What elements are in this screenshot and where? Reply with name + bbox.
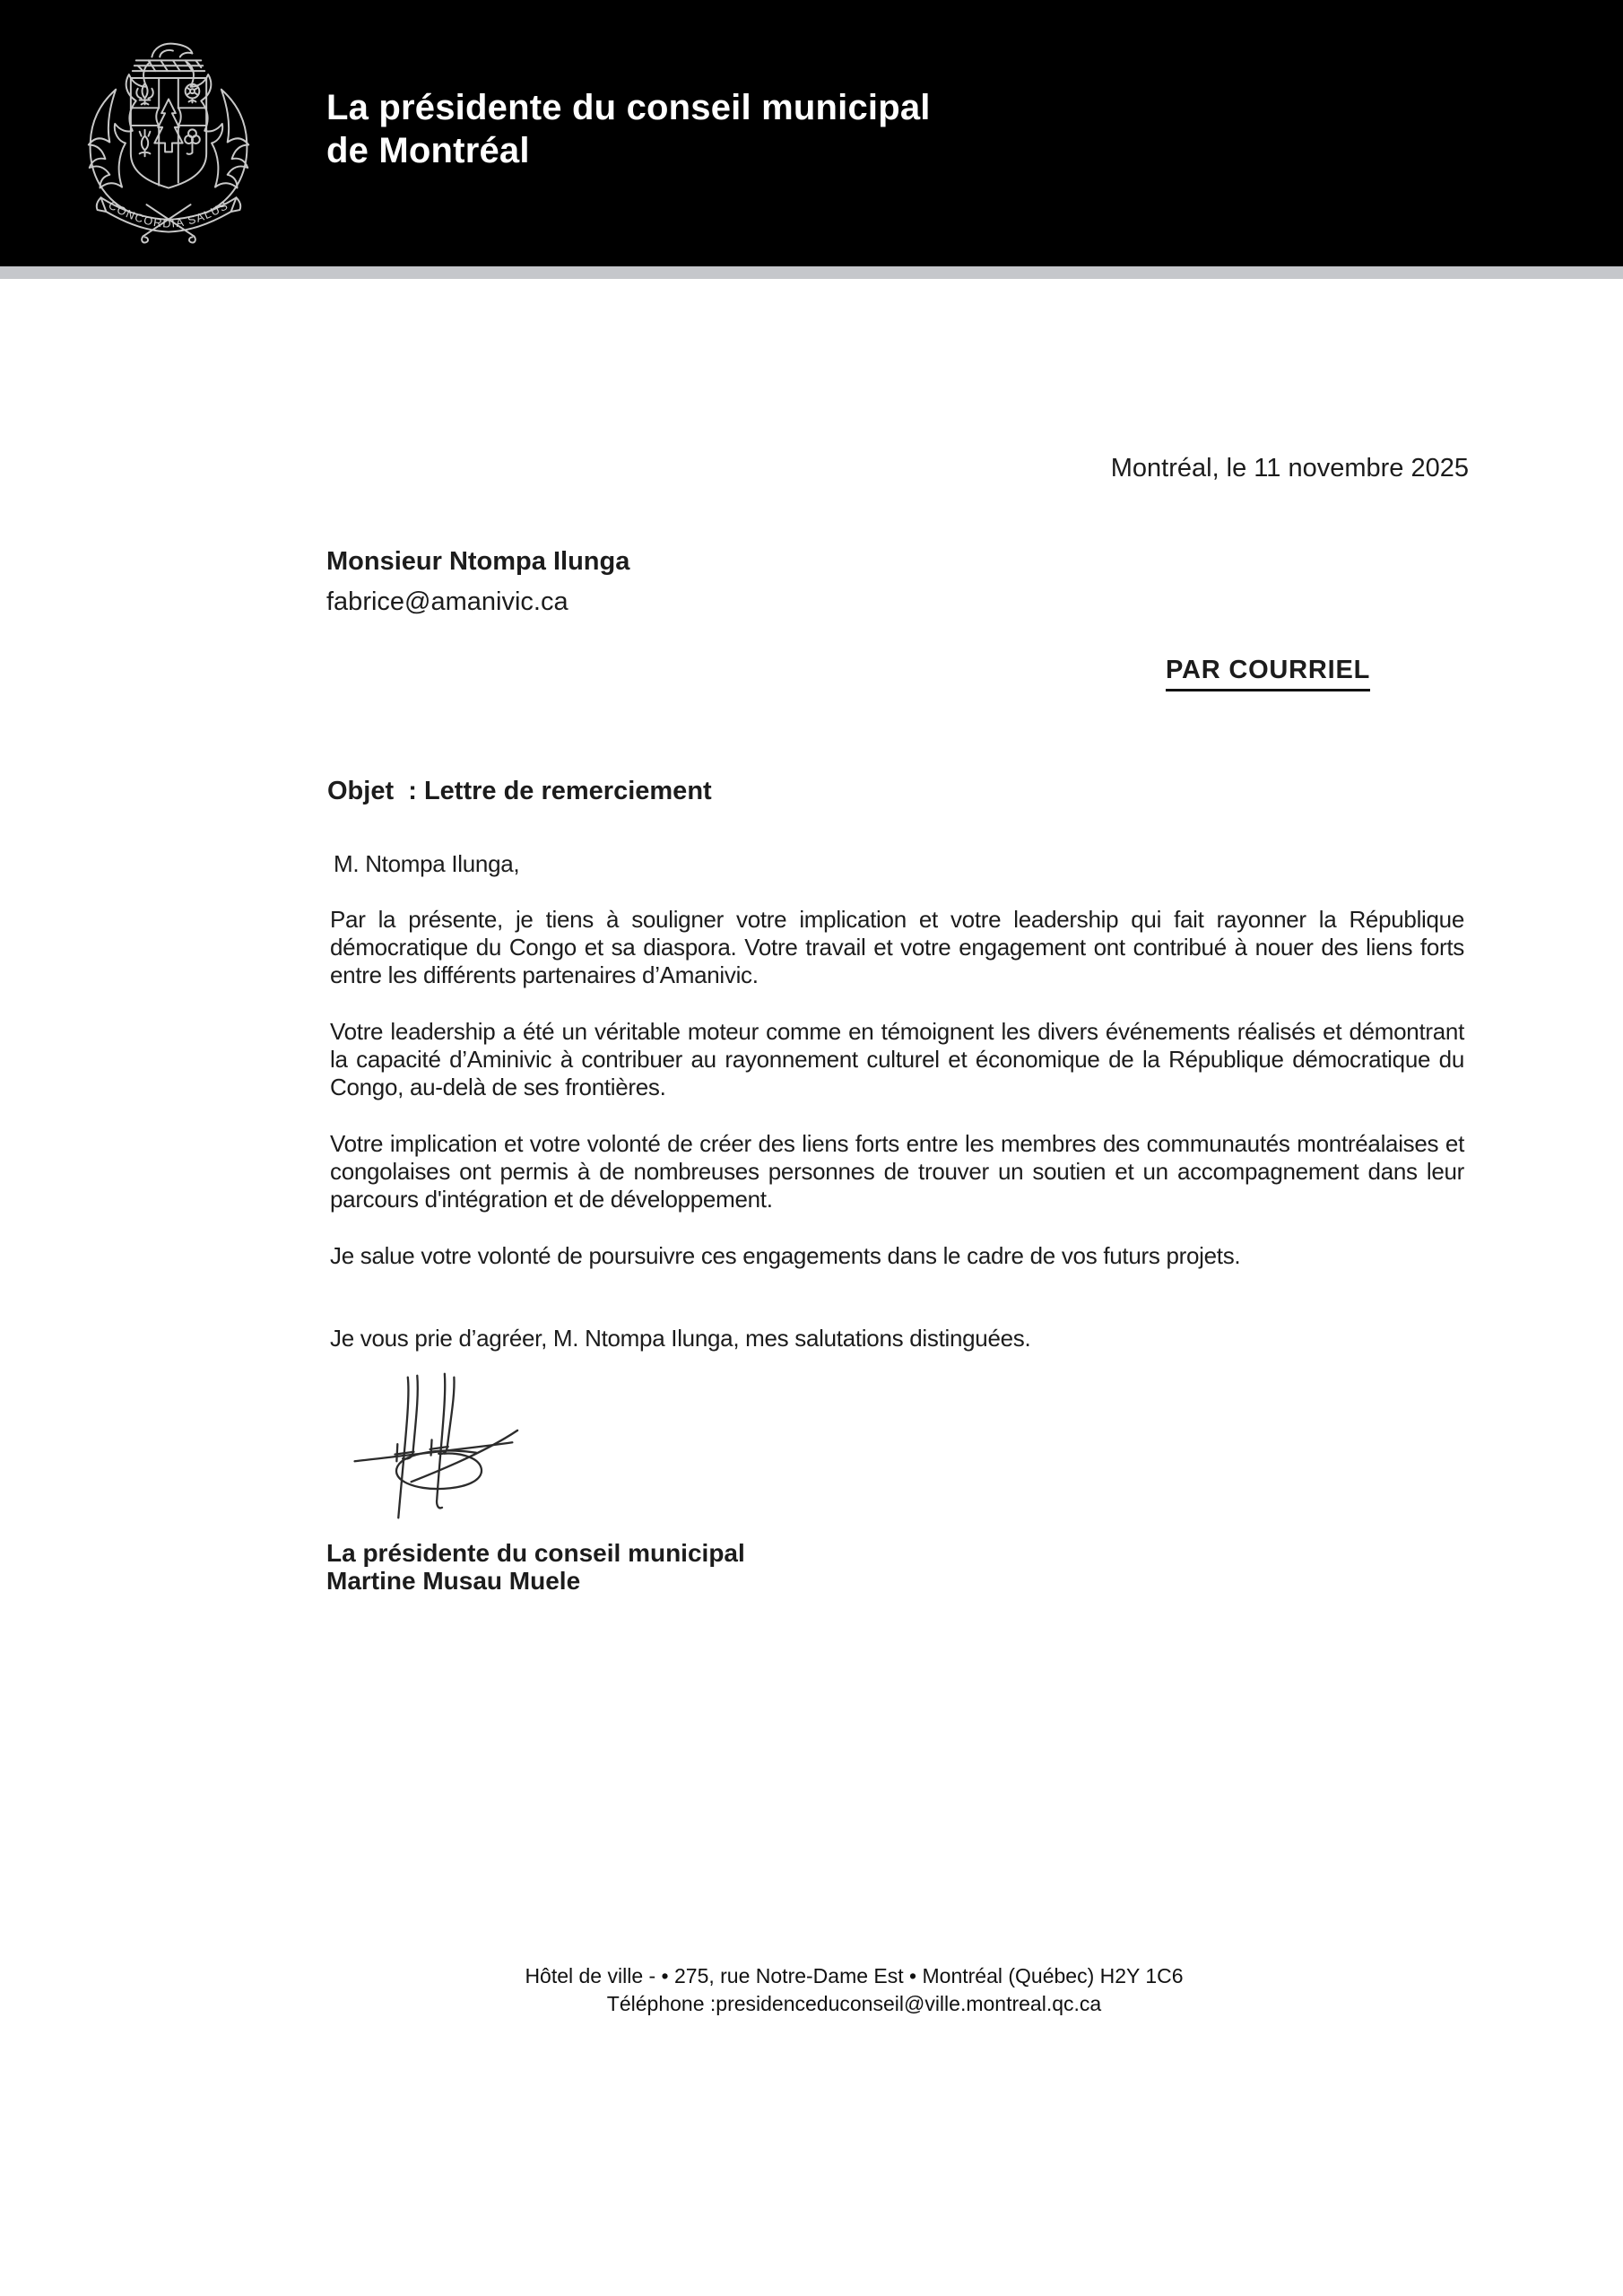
recipient-name: Monsieur Ntompa Ilunga <box>326 547 630 576</box>
org-title-line2: de Montréal <box>326 131 530 170</box>
header-divider <box>0 266 1623 279</box>
footer <box>287 1962 1421 2018</box>
subject-line: Objet : Lettre de remerciement <box>327 777 712 805</box>
body-paragraph: Votre implication et votre volonté de créer des liens forts entre les membres des communautés montréalaises et congolaises ont permis à de nombreuses personnes de trouver un soutien et un accompagnement dans leur parcours d'intégration et de développement. <box>330 1130 1464 1213</box>
recipient-email: fabrice@amanivic.ca <box>326 587 568 616</box>
header <box>0 0 1623 266</box>
closing-line: Je vous prie d’agréer, M. Ntompa Ilunga, mes salutations distinguées. <box>330 1325 1031 1352</box>
body-paragraph: Je salue votre volonté de poursuivre ces engagements dans le cadre de vos futurs projets. <box>330 1242 1241 1269</box>
signer-title: La présidente du conseil municipal <box>326 1539 745 1567</box>
body-paragraph: Votre leadership a été un véritable moteur comme en témoignent les divers événements réalisés et démontrant la capacité d’Aminivic à contribuer au rayonnement culturel et économique de la République démocratique du Congo, au-delà de ses frontières. <box>330 1018 1464 1100</box>
body-paragraph: Par la présente, je tiens à souligner votre implication et votre leadership qui fait rayonner la République démocratique du Congo et sa diaspora. Votre travail et votre engagement ont contribué à nouer des liens forts entre les différents partenaires d’Amanivic. <box>330 906 1464 988</box>
org-title-line1: La présidente du conseil municipal <box>326 88 931 127</box>
signer-block <box>326 1539 745 1595</box>
recipient-block <box>326 542 629 622</box>
org-title <box>326 86 931 172</box>
date-line: Montréal, le 11 novembre 2025 <box>1110 454 1469 483</box>
crest-motto: CONCORDIA SALUS <box>106 197 231 230</box>
delivery-method: PAR COURRIEL <box>1166 656 1370 691</box>
montreal-coat-of-arms-icon <box>76 32 261 257</box>
signature-image <box>345 1370 539 1525</box>
footer-phone-line: Téléphone :presidenceduconseil@ville.montreal.qc.ca <box>606 1992 1102 2015</box>
signer-name: Martine Musau Muele <box>326 1567 581 1595</box>
salutation: M. Ntompa Ilunga, <box>334 850 520 877</box>
letter-body <box>330 850 1464 1352</box>
footer-address-line: Hôtel de ville - • 275, rue Notre-Dame Est • Montréal (Québec) H2Y 1C6 <box>525 1964 1184 1987</box>
